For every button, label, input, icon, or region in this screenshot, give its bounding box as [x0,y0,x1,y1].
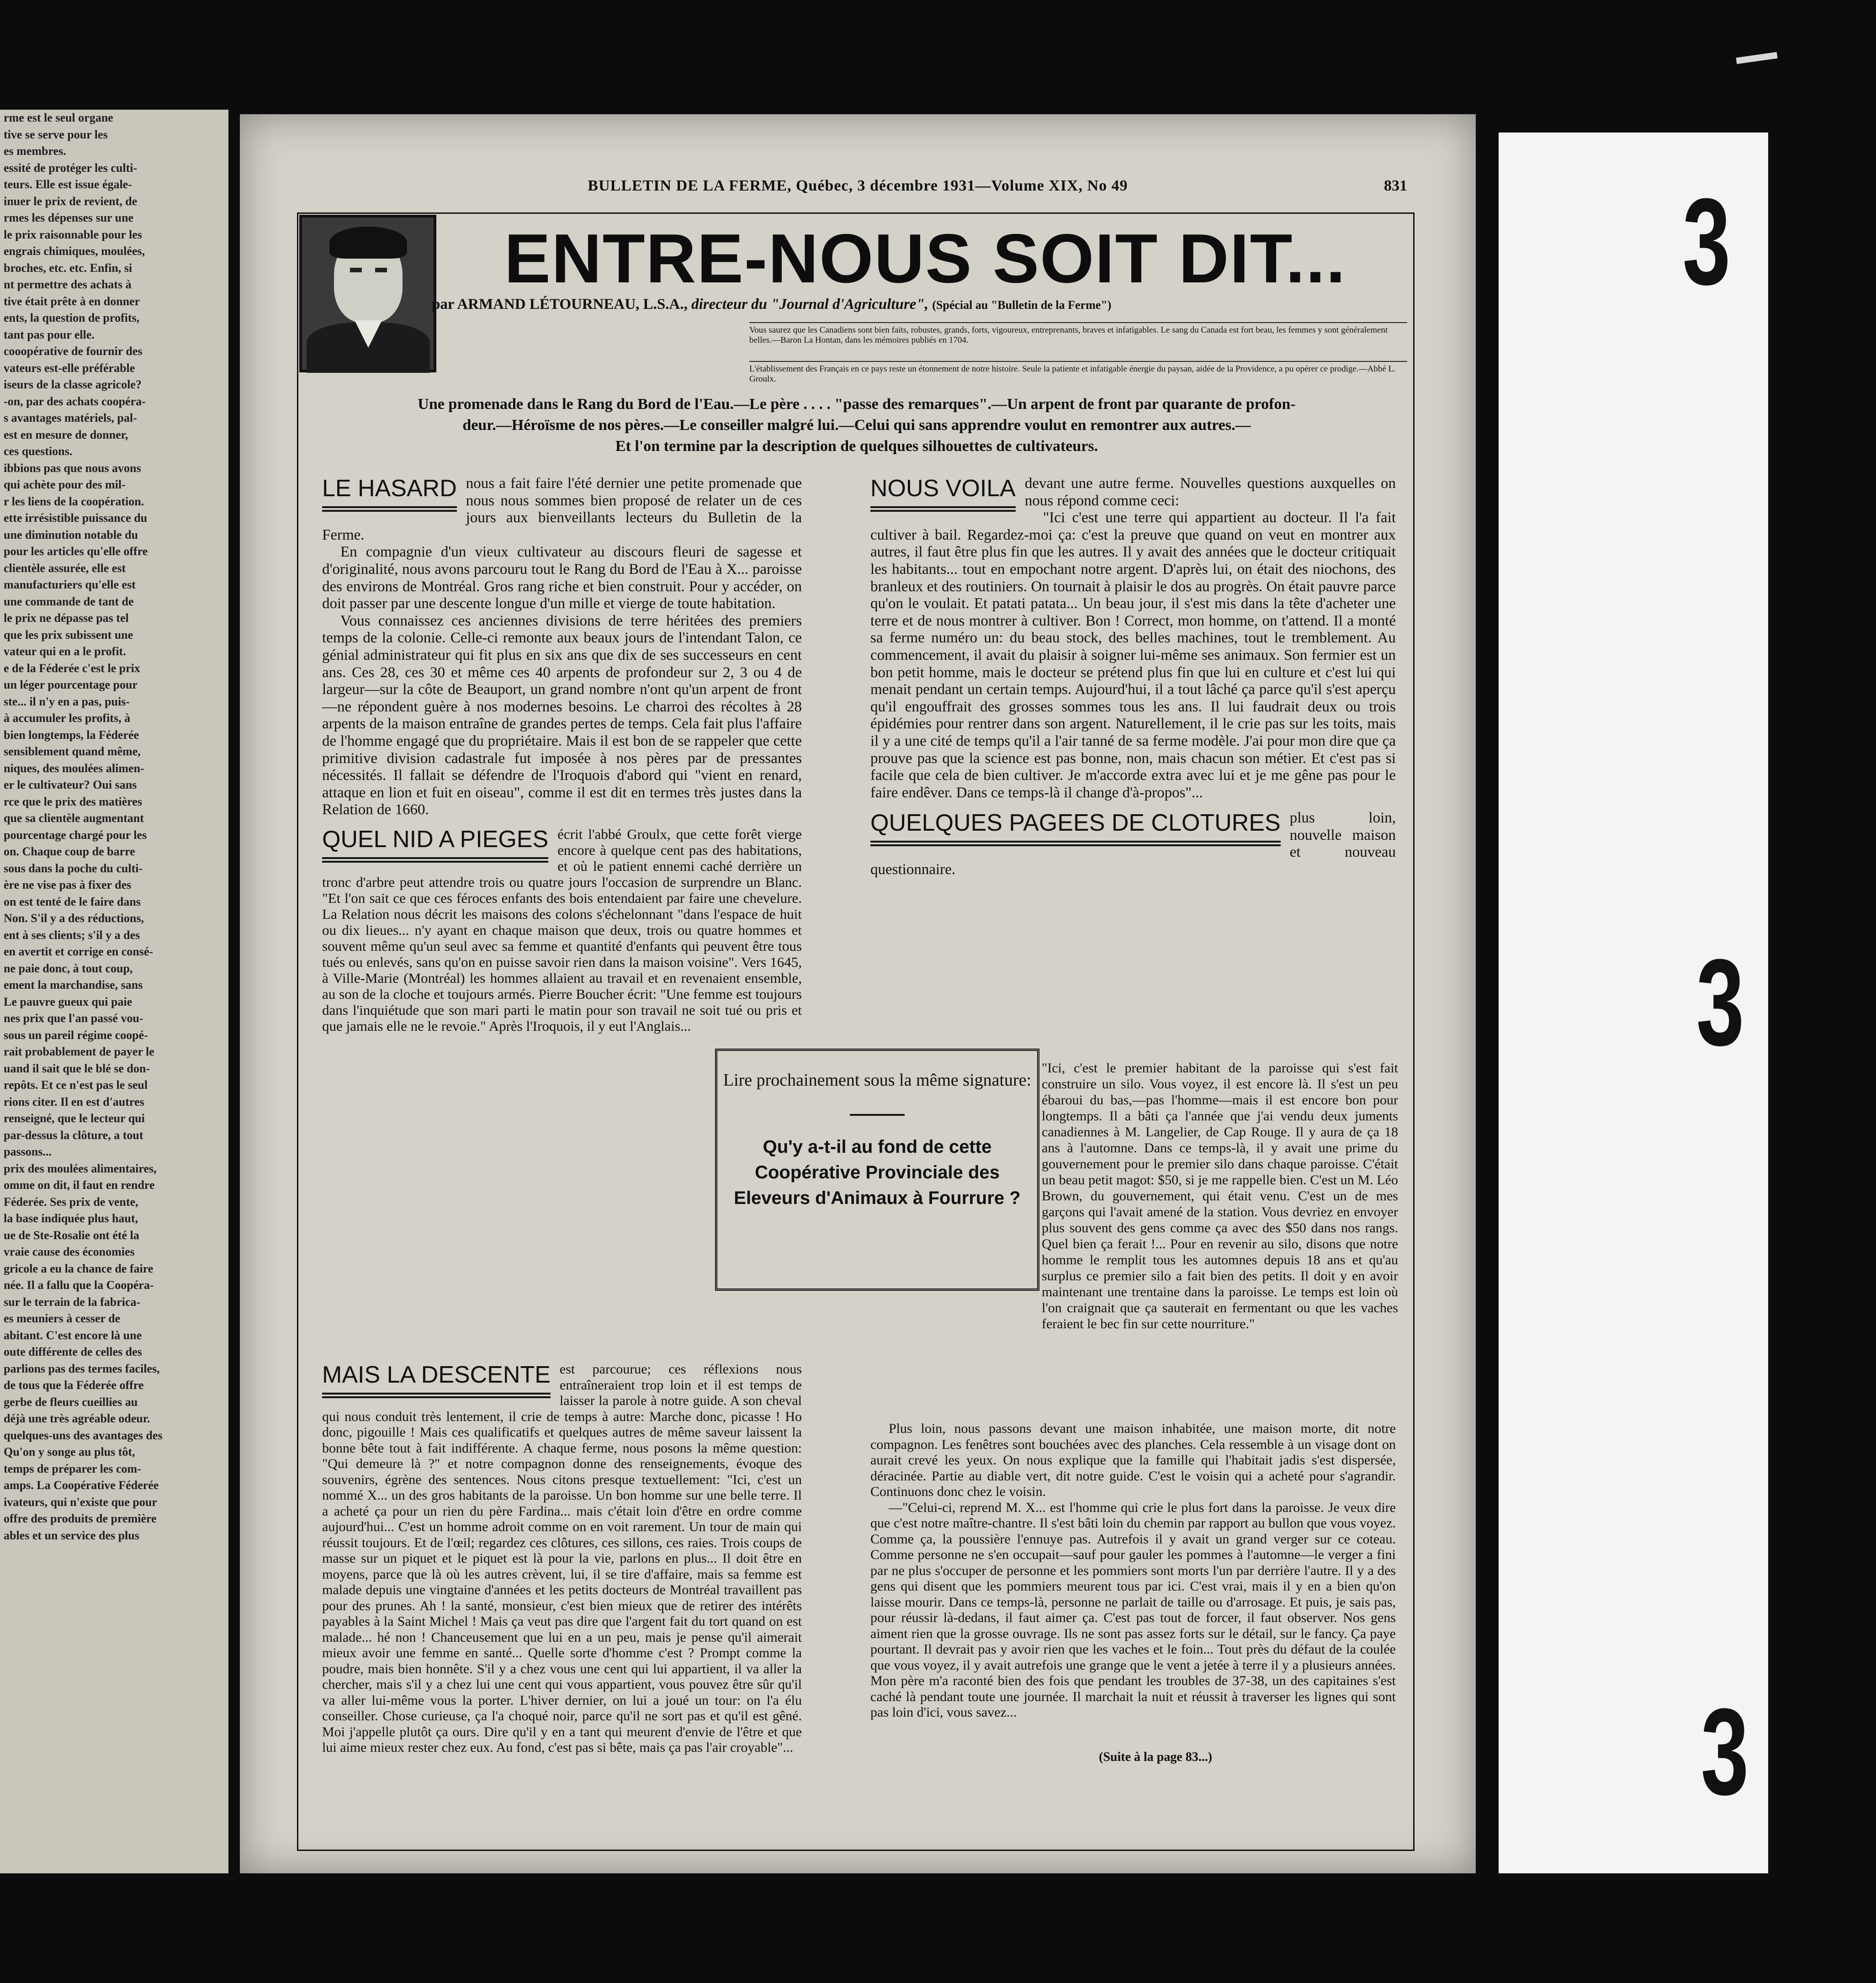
left-page-line: à accumuler les profits, à [4,711,131,725]
left-page-line: sensiblement quand même, [4,745,141,758]
left-page-line: gricole a eu la chance de faire [4,1262,154,1275]
paragraph: Plus loin, nous passons devant une maison inhabitée, une maison morte, dit notre compagnon. Les fenêtres sont bouchées avec des planches. Cela ressemble à un visage dont on aurait crevé les yeux. On nous explique que la famille qui l'habitait jadis s'est dispersée, déracinée. Partie au diable vert, dit notre guide. C'est le voisin qui a acheté pour s'agrandir. Continuons donc chez le voisin. [870,1421,1396,1499]
section-heading-voila: NOUS VOILA [870,475,1016,512]
article-summary [318,394,1396,457]
column-right-lower [870,1421,1396,1721]
author-portrait [299,215,436,372]
left-page-line: qui achète pour des mil- [4,478,126,491]
left-page-line: le prix ne dépasse pas tel [4,611,129,625]
left-page-line: ces questions. [4,445,73,458]
continued-note: (Suite à la page 83...) [1099,1750,1213,1764]
left-page-line: le prix raisonnable pour les [4,228,142,241]
column-left [322,475,802,1034]
left-page-line: que les prix subissent une [4,628,133,642]
left-page-line: Féderée. Ses prix de vente, [4,1195,138,1209]
announcement-box [715,1049,1039,1291]
left-page-line: manufacturiers qu'elle est [4,578,136,591]
left-page-line: vateurs est-elle préférable [4,361,135,375]
left-page-line: un léger pourcentage pour [4,678,138,691]
left-page-line: e de la Féderée c'est le prix [4,661,140,675]
page-number: 831 [1384,177,1407,194]
summary-line: Et l'on termine par la description de quelques silhouettes de cultivateurs. [615,438,1098,455]
announcement-intro: Lire prochainement sous la même signature: [723,1071,1032,1090]
paragraph: écrit l'abbé Groulx, que cette forêt vierge encore à quelque cent pas des habitations, et où le patient ennemi caché derrière un tronc d'arbre peut attendre trois ou quatre jours l'occasion de surprendre un Blanc. "Et l'on sait ce que ces féroces enfants des bois entendaient par faire une chevelure. La Relation nous décrit les maisons des colons s'échelonnant "dans l'espace de huit ou dix lieues... n'y ayant en chaque maison que deux, trois ou quatre hommes et souvent même qu'un seul avec sa femme et quantité d'enfants qui peuvent être tous tués ou enlevés, sans qu'on en puisse savoir rien dans la maison voisine". Vers 1645, à Ville-Marie (Montréal) les hommes allaient au travail et en revenaient ensemble, au son de la cloche et toujours armés. Pierre Boucher écrit: "Une femme est toujours dans l'inquiétude que son mari parti le matin pour son travail ne soit tué ou pris et que jamais elle ne le revoie." Après l'Iroquois, il y eut l'Anglais... [322,826,802,1034]
left-page-line: clientèle assurée, elle est [4,561,126,575]
left-page-line: Qu'on y songe au plus tôt, [4,1445,135,1458]
left-page-line: r les liens de la coopération. [4,494,144,508]
left-page-line: rions citer. Il en est d'autres [4,1095,144,1108]
byline-special: (Spécial au "Bulletin de la Ferme") [932,298,1112,312]
left-page-line: uand il sait que le blé se don- [4,1061,150,1075]
left-page-line: Non. S'il y a des réductions, [4,912,144,925]
left-page-line: en avertit et corrige en consé- [4,945,154,958]
left-page-line: essité de protéger les culti- [4,161,138,175]
left-page-line: niques, des moulées alimen- [4,761,144,775]
left-page-line: sous un pareil régime coopé- [4,1028,148,1042]
left-page-line: gerbe de fleurs cueillies au [4,1395,138,1409]
left-page-line: vateur qui en a le profit. [4,645,126,658]
announcement-rule [850,1114,905,1116]
left-page-line: -on, par des achats coopéra- [4,394,146,408]
left-page-line: rce que le prix des matières [4,795,143,808]
section-heading-descente: MAIS LA DESCENTE [322,1362,551,1398]
left-page-line: ables et un service des plus [4,1528,139,1542]
left-page-line: renseigné, que le lecteur qui [4,1112,145,1125]
left-page-line: broches, etc. etc. Enfin, si [4,261,132,275]
column-right-of-box [1042,1060,1398,1332]
left-page-line: ste... il n'y en a pas, puis- [4,695,130,708]
left-page-line: rme est le seul organe [4,111,113,124]
left-page-line: que sa clientèle augmentant [4,811,144,825]
left-page-line: inuer le prix de revient, de [4,194,138,208]
left-page-line: rait probablement de payer le [4,1045,154,1058]
left-page-line: née. Il a fallu que la Coopéra- [4,1278,154,1292]
target-number: 3 [1682,173,1731,311]
byline-role: directeur du "Journal d'Agriculture", [691,296,929,313]
left-page-line: ibbions pas que nous avons [4,461,141,475]
left-page-line: engrais chimiques, moulées, [4,244,145,258]
left-page-line: de tous que la Féderée offre [4,1379,144,1392]
column-right [870,475,1396,879]
target-number: 3 [1701,1683,1749,1821]
left-page-line: offre des produits de première [4,1512,157,1525]
left-page-line: teurs. Elle est issue égale- [4,178,132,191]
left-page-line: une diminution notable du [4,528,138,541]
byline [432,296,1410,313]
left-page-line: omme on dit, il faut en rendre [4,1178,155,1192]
target-number: 3 [1696,934,1744,1071]
left-page-line: ivateurs, qui n'existe que pour [4,1495,157,1509]
left-page-line: repôts. Et ce n'est pas le seul [4,1078,148,1092]
left-page-line: bien longtemps, la Féderée [4,728,139,742]
left-page-line: temps de préparer les com- [4,1462,141,1475]
left-page-line: tant pas pour elle. [4,328,95,341]
left-page-line: déjà une très agréable odeur. [4,1412,150,1425]
paragraph: —"Celui-ci, reprend M. X... est l'homme qui crie le plus fort dans la paroisse. Je veux dire que c'est notre maître-chantre. Il s'est bâti loin du chemin par rapport au bullon que vous voyez. Comme ça, la poussière l'ennuye pas. Autrefois il y avait un grand verger sur ce coteau. Comme personne ne s'en occupait—sauf pour gauler les pommes à l'automne—le verger a fini par ne plus s'occuper de personne et les pommiers sont morts l'un par derrière l'autre. Il y a des gens qui disent que les pommiers meurent tous par ici. C'est vrai, mais il y en a bien qu'on laisse mourir. Dans ce temps-là, personne ne parlait de taille ou d'arrosage. Et puis, je sais pas, pour réussir là-dedans, il faut aimer ça. C'est pas tout de forcer, il faut observer. Nos gens aiment rien que la grosse ouvrage. Ils ne sont pas assez forts sur le détail, sur le fancy. Ça paye pourtant. Il devrait pas y avoir rien que les vaches et le foin... Tout près du défaut de la coulée que vous voyez, il y avait autrefois une grange que le vent a jetée à terre il y a plusieurs années. Mon père m'a raconté bien des fois que pendant les troubles de 37-38, un des capitaines s'est caché là pendant toute une journée. Il marchait la nuit et réussit à traverser les lignes qui sont pas loin d'ici, vous savez... [870,1500,1396,1720]
left-page-line: on est tenté de le faire dans [4,895,141,908]
left-page-line: oute différente de celles des [4,1345,142,1358]
left-page-line: er le cultivateur? Oui sans [4,778,137,791]
left-page-line: s avantages matériels, pal- [4,411,137,424]
paragraph: "Ici, c'est le premier habitant de la paroisse qui s'est fait construire un silo. Vous voyez, il est encore là. Il s'est un peu ébaroui du bas,—pas l'homme—mais il est encore bon pour longtemps. Il a bâti ça l'année que j'ai vendu deux juments canadiennes à M. Langelier, de Cap Rouge. Il y aura de ça 18 ans à l'automne. Dans ce temps-là, il y avait une prime du gouvernement pour le premier silo dans chaque paroisse. C'était un beau petit magot: $50, si je me rappelle bien. C'est un M. Léo Brown, du gouvernement, qui était venu. C'est un de mes garçons qui l'avait amené de la station. Vous devriez en envoyer plus souvent des gens comme ça avec des $50 dans nos rangs. Quel bien ça ferait !... Pour en revenir au silo, disons que notre homme le remplit tous les automnes depuis 18 ans et qu'au surplus ce premier silo a fait bien des petits. Il doit y en avoir maintenant une trentaine dans la paroisse. Le temps est loin où l'on craignait que ça sauterait en fermentant ou que les vaches feraient le bec fin sur cette nourriture." [1042,1060,1398,1331]
announcement-title: Qu'y a-t-il au fond de cette Coopérative Provinciale des Eleveurs d'Animaux à Fourrure ? [734,1137,1021,1208]
left-page-line: passons... [4,1145,52,1158]
left-page-fragment [0,110,228,1873]
left-page-line: rmes les dépenses sur une [4,211,134,224]
left-page-line: nes prix que l'an passé vou- [4,1012,143,1025]
left-page-line: Le pauvre gueux qui paie [4,995,132,1008]
left-page-line: parlions pas des termes faciles, [4,1362,160,1375]
left-page-line: es meuniers à cesser de [4,1312,121,1325]
left-page-line: nt permettre des achats à [4,278,132,291]
left-page-line: ne paie donc, à tout coup, [4,961,133,975]
left-page-line: cooopérative de fournir des [4,345,143,358]
left-page-line: sur le terrain de la fabrica- [4,1295,141,1309]
paragraph: nous a fait faire l'été dernier une petite promenade que nous nous sommes bien proposé de relater un de ces jours aux bienveillants lecteurs du Bulletin de la Ferme. [322,475,802,543]
portrait-eye [375,268,387,272]
left-page-line: tive était prête à en donner [4,294,140,308]
epigraph-groulx: L'établissement des Français en ce pays reste un étonnement de notre histoire. Seule la patiente et infatigable énergie du paysan, aidée de la Providence, a pu opérer ce prodige.—Abbé L. Groulx. [749,361,1407,384]
left-page-line: es membres. [4,144,66,158]
left-page-line: amps. La Coopérative Féderée [4,1479,159,1492]
section-heading-nid: QUEL NID A PIEGES [322,826,548,863]
newspaper-page [240,114,1476,1873]
left-page-line: pourcentage chargé pour les [4,828,147,842]
left-page-line: ette irrésistible puissance du [4,511,148,525]
left-page-line: prix des moulées alimentaires, [4,1161,157,1175]
byline-author: par ARMAND LÉTOURNEAU, L.S.A., [432,296,688,313]
column-left-lower [322,1362,802,1756]
left-page-line: ue de Ste-Rosalie ont été la [4,1228,139,1242]
portrait-eye [350,268,362,272]
left-page-line: abitant. C'est encore là une [4,1328,142,1342]
left-page-line: vraie cause des économies [4,1245,135,1258]
paragraph: "Ici c'est une terre qui appartient au docteur. Il l'a fait cultiver à bail. Regardez-moi ça: c'est la preuve que quand on veut en montrer aux autres, il faut être plus fin que les autres. Il y avait des années que le docteur critiquait les habitants... tout en empochant notre argent. D'après lui, on était des niochons, des branleux et des routiniers. On tournait à plaisir le dos au progrès. On était pauvre parce qu'on le voulait. Et patati patata... Un beau jour, il s'est mis dans la tête d'acheter une terre et de nous montrer à cultiver. Bon ! Correct, mon homme, on t'attend. Il a monté sa ferme numéro un: du beau stock, des belles machines, tout le tremblement. Au commencement, il avait du plaisir à soigner lui-même ses animaux. Son fermier est un bon petit homme, mais le docteur se prétend plus fin que lui en culture et c'est lui qui menait pendant un certain temps. Aujourd'hui, il a tout lâché ça parce qu'il s'est aperçu qu'il engouffrait des grosses sommes tous les ans. Il lui faudrait deux ou trois épidémies pour rentrer dans son argent. Naturellement, il le crie pas sur les toits, mais il y a une cité de temps qu'il a l'air tanné de sa ferme modèle. J'ai pour mon dire que ça prouve pas que la science est pas bonne, non, mais chacun son métier. Et c'est pas si facile que cela de bien cultiver. Je m'accorde extra avec lui et je me gêne pas pour le faire endêver. Dans ce temps-là il change d'à-propos"... [870,509,1396,801]
article-title: ENTRE-NOUS SOIT DIT... [504,220,1346,297]
left-page-line: ent à ses clients; s'il y a des [4,928,140,942]
left-page-line: iseurs de la classe agricole? [4,378,142,391]
left-page-line: ents, la question de profits, [4,311,140,324]
page-header: BULLETIN DE LA FERME, Québec, 3 décembre 1931—Volume XIX, No 49 [588,177,1128,194]
paragraph: Vous connaissez ces anciennes divisions de terre héritées des premiers temps de la colonie. Celle-ci remonte aux beaux jours de l'intendant Talon, ce génial administrateur qui fit plus en six ans que dix de ses successeurs en cent ans. Ces 28, ces 30 et même ces 40 arpents de profondeur sur 2, 3 ou 4 de largeur—sur la côte de Beauport, un grand nombre n'ont qu'un arpent de front—ne répondent guère à nos modernes besoins. Le charroi des récoltes à 28 arpents de la maison entraîne de grandes pertes de temps. Cela fait plus l'affaire de l'homme engagé que du propriétaire. Mais il est bon de se rappeler que cette primitive division cadastrale fut imposée à nos pères par de pressantes nécessités. Il fallait se défendre de l'Iroquois d'abord qui "vient en renard, attaque en lion et fuit en oiseau", comme il est dit en termes très justes dans la Relation de 1660. [322,612,802,818]
epigraph-lahontan: Vous saurez que les Canadiens sont bien faits, robustes, grands, forts, vigoureux, entreprenants, braves et infatigables. Le sang du Canada est fort beau, les femmes y sont généralement belles.—Baron La Hontan, dans les mémoires publiés en 1704. [749,322,1407,345]
section-heading-clotures: QUELQUES PAGEES DE CLOTURES [870,810,1281,846]
paragraph: est parcourue; ces réflexions nous entraîneraient trop loin et il est temps de laisser la parole à notre guide. A son cheval qui nous conduit très lentement, il crie de temps à autre: Marche donc, picasse ! Ho donc, pigouille ! Mais ces qualificatifs et quelques autres de même saveur laissent la bonne bête tout à fait indifférente. A chaque ferme, nous posons la même question: "Qui demeure là ?" et notre compagnon donne des renseignements, évoque des souvenirs, égrène des sentences. Nous citons presque textuellement: "Ici, c'est un nommé X... un des gros habitants de la paroisse. Un bon homme sur une belle terre. Il a acheté ça pour un rien du père Fardina... mais c'était loin d'être en ordre comme aujourd'hui... C'est un homme adroit comme on en voit rarement. Un tour de main qui réussit toujours. Et de l'œil; regardez ces clôtures, ces sillons, ces raies. Trois coups de masse sur un piquet et le piquet est là pour la vie, parlons en plus... Il doit être en moyens, parce que là où les autres crèvent, lui, il se tire d'affaire, mais sa femme est malade depuis une vingtaine d'années et les petits docteurs de Montréal travaillent pas pour des prunes. Ah ! la santé, monsieur, c'est bien mieux que de retirer des intérêts payables à la Saint Michel ! Mais ça veut pas dire que l'argent fait du tort quand on est malade... hé non ! Chanceusement que lui en a un peu, mais je pense qu'il aimerait mieux avoir une femme en santé... Quelle sorte d'homme c'est ? Prompt comme la poudre, mais bien honnête. S'il y a chez vous une cent qui lui appartient, il va aller la chercher, mais s'il y a chez lui une cent qui vous appartient, vous pouvez être sûr qu'il va aller lui-même vous la porter. L'hiver dernier, on lui a joué un tour: on l'a élu conseiller. Chose curieuse, ça l'a choqué noir, parce qu'il ne sort pas et qu'il est gêné. Moi j'appelle plutôt ça ours. Dire qu'il y en a tant qui meurent d'envie de l'être et que lui aime mieux rester chez eux. Au fond, c'est pas si bête, mais ça pas l'air croyable"... [322,1362,802,1755]
paragraph: plus loin, nouvelle maison et nouveau questionnaire. [870,810,1396,878]
left-page-line: tive se serve pour les [4,127,108,141]
left-page-line: est en mesure de donner, [4,428,128,441]
left-page-line: on. Chaque coup de barre [4,845,135,858]
paragraph: devant une autre ferme. Nouvelles questions auxquelles on nous répond comme ceci: [1024,475,1396,509]
scratch-mark [1736,52,1777,64]
left-page-line: ère ne vise pas à fixer des [4,878,132,891]
left-page-line: quelques-uns des avantages des [4,1428,163,1442]
left-page-line: une commande de tant de [4,594,134,608]
left-page-line: pour les articles qu'elle offre [4,545,148,558]
section-heading-hasard: LE HASARD [322,475,457,512]
summary-line: deur.—Héroïsme de nos pères.—Le conseiller malgré lui.—Celui qui sans apprendre voulut en remontrer aux autres.— [462,417,1251,434]
left-page-line: ement la marchandise, sans [4,978,143,992]
left-page-line: sous dans la poche du culti- [4,861,143,875]
portrait-hair [329,227,407,259]
left-page-line: la base indiquée plus haut, [4,1212,138,1225]
summary-line: Une promenade dans le Rang du Bord de l'Eau.—Le père . . . . "passe des remarques".—Un arpent de front par quarante de profon- [418,396,1296,413]
paragraph: En compagnie d'un vieux cultivateur au discours fleuri de sagesse et d'originalité, nous avons parcouru tout le Rang du Bord de l'Eau à X... paroisse des environs de Montréal. Gros rang riche et bien construit. Pour y accéder, on doit passer par une descente longue d'un mille et vierge de toute habitation. [322,544,802,612]
left-page-line: par-dessus la clôture, a tout [4,1128,143,1142]
